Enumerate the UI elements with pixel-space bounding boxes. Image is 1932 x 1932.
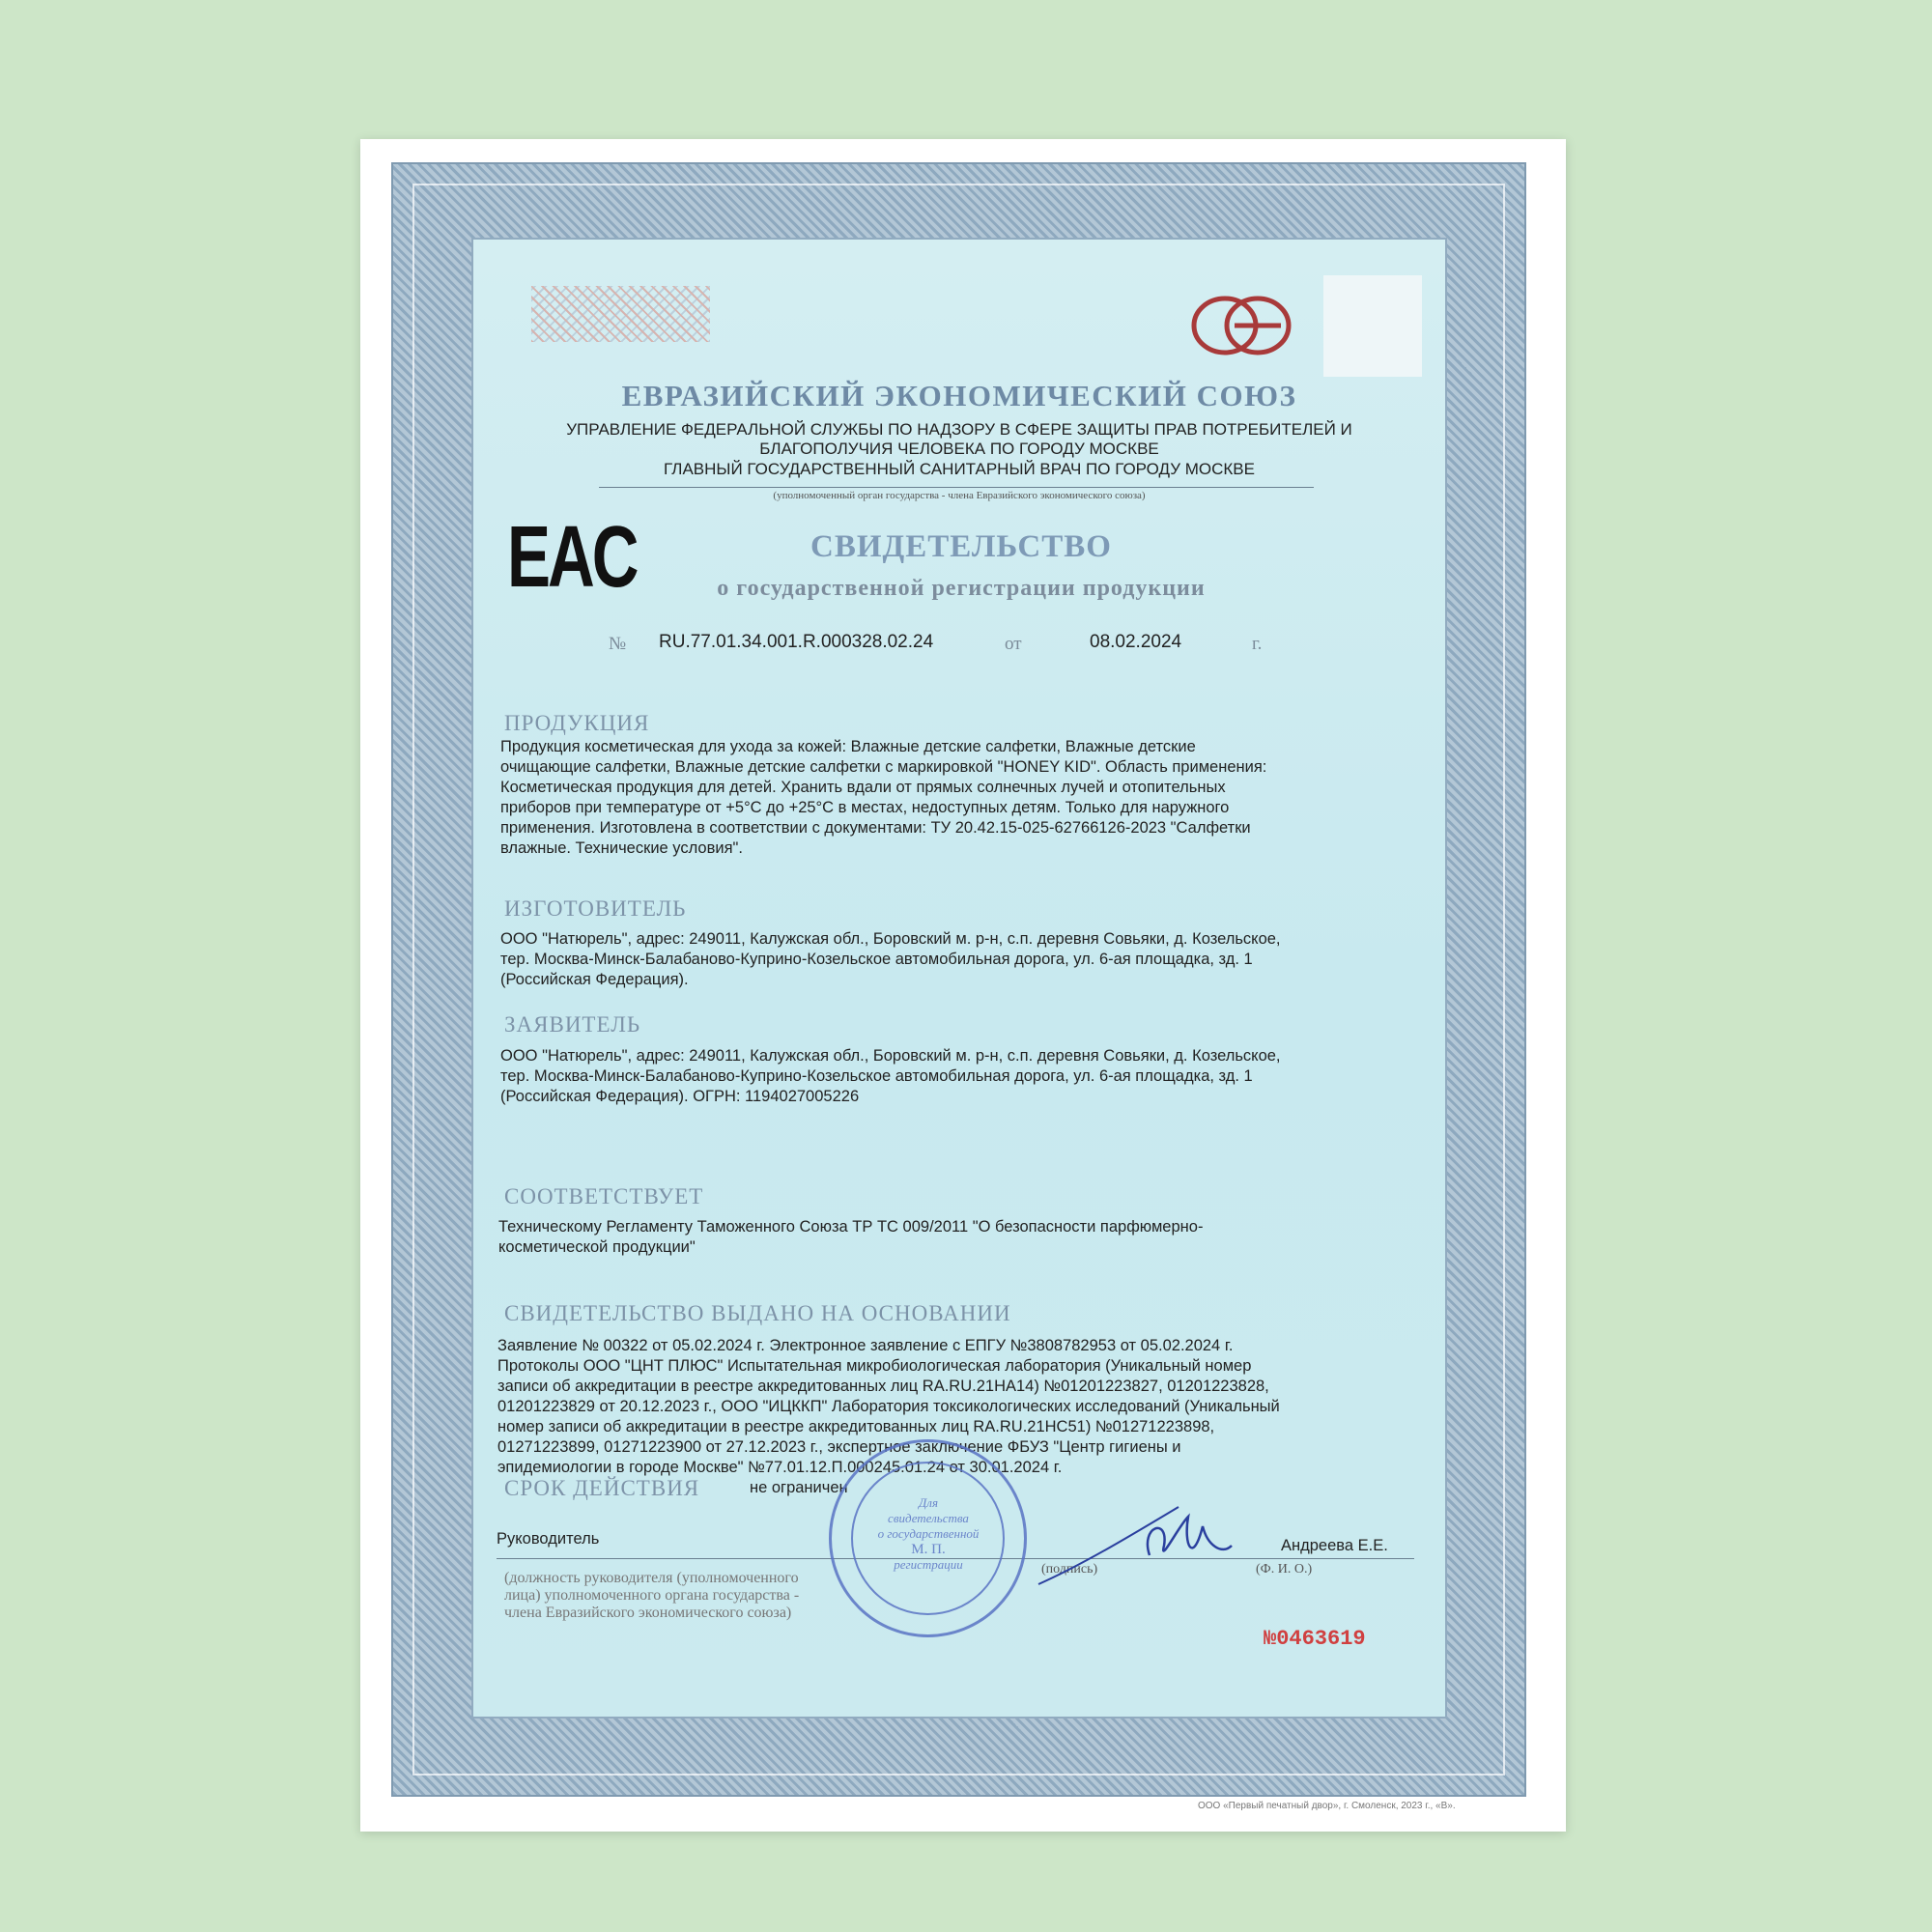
authority-caption: (уполномоченный орган государства - члена Евразийского экономического союза) bbox=[773, 490, 1146, 501]
basis-heading: СВИДЕТЕЛЬСТВО ВЫДАНО НА ОСНОВАНИИ bbox=[504, 1301, 1011, 1325]
applicant-line: ООО "Натюрель", адрес: 249011, Калужская обл., Боровский м. р-н, с.п. деревня Совьяки, д. Козельское, bbox=[500, 1047, 1281, 1065]
stamp-line: свидетельства bbox=[888, 1511, 969, 1525]
position-caption bbox=[504, 1570, 799, 1622]
product-text bbox=[500, 737, 1408, 859]
basis-line: номер записи об аккредитации в реестре аккредитованных лиц RA.RU.21НС51) №01271223898, bbox=[497, 1418, 1215, 1435]
signature-caption: (подпись) bbox=[1041, 1562, 1098, 1577]
product-line: Косметическая продукция для детей. Хранить вдали от прямых солнечных лучей и отопительных bbox=[500, 779, 1226, 796]
handwritten-signature bbox=[1034, 1488, 1246, 1594]
basis-line: эпидемиологии в городе Москве" №77.01.12.П.000245.01.24 от 30.01.2024 г. bbox=[497, 1459, 1063, 1476]
signatory-name: Андреева Е.Е. bbox=[1281, 1537, 1388, 1554]
stamp-mp: М. П. bbox=[911, 1542, 946, 1557]
date-from-label: от bbox=[1005, 634, 1022, 654]
manufacturer-heading: ИЗГОТОВИТЕЛЬ bbox=[504, 896, 687, 921]
product-line: влажные. Технические условия". bbox=[500, 839, 743, 857]
applicant-line: (Российская Федерация). ОГРН: 1194027005226 bbox=[500, 1088, 860, 1105]
product-line: приборов при температуре от +5°С до +25°С в местах, недоступных детям. Только для наружного bbox=[500, 799, 1230, 816]
conforms-line: Техническому Регламенту Таможенного Союза ТР ТС 009/2011 "О безопасности парфюмерно- bbox=[498, 1218, 1204, 1236]
ce-logo-icon bbox=[1188, 295, 1294, 357]
position-caption-line: (должность руководителя (уполномоченного bbox=[504, 1570, 799, 1586]
logo-blank-box bbox=[1323, 275, 1422, 377]
conforms-text bbox=[498, 1217, 1406, 1258]
manufacturer-line: (Российская Федерация). bbox=[500, 971, 689, 988]
certificate-number: RU.77.01.34.001.R.000328.02.24 bbox=[659, 632, 934, 652]
eac-mark: EAC bbox=[507, 509, 637, 606]
position-caption-line: лица) уполномоченного органа государства - bbox=[504, 1587, 800, 1604]
applicant-heading: ЗАЯВИТЕЛЬ bbox=[504, 1012, 641, 1037]
validity-value: не ограничен bbox=[750, 1479, 848, 1496]
stamp-center-text bbox=[861, 1495, 996, 1573]
stamp-line: о государственной bbox=[877, 1526, 980, 1541]
applicant-text bbox=[500, 1046, 1408, 1107]
basis-line: записи об аккредитации в реестре аккредитованных лиц RA.RU.21НА14) №01201223827, 01201223828, bbox=[497, 1378, 1269, 1395]
authority-line-3: ГЛАВНЫЙ ГОСУДАРСТВЕННЫЙ САНИТАРНЫЙ ВРАЧ ПО ГОРОДУ МОСКВЕ bbox=[664, 460, 1255, 478]
union-title: ЕВРАЗИЙСКИЙ ЭКОНОМИЧЕСКИЙ СОЮЗ bbox=[621, 379, 1297, 412]
validity-heading: СРОК ДЕЙСТВИЯ bbox=[504, 1476, 700, 1500]
certificate-subtitle: о государственной регистрации продукции bbox=[717, 576, 1206, 601]
basis-line: Протоколы ООО "ЦНТ ПЛЮС" Испытательная микробиологическая лаборатория (Уникальный номер bbox=[497, 1357, 1252, 1375]
year-suffix: г. bbox=[1252, 634, 1263, 654]
manufacturer-text bbox=[500, 929, 1408, 990]
official-stamp bbox=[829, 1439, 1027, 1637]
serial-number: №0463619 bbox=[1264, 1627, 1366, 1651]
conforms-line: косметической продукции" bbox=[498, 1238, 696, 1256]
position-caption-line: члена Евразийского экономического союза) bbox=[504, 1605, 792, 1621]
applicant-line: тер. Москва-Минск-Балабаново-Куприно-Козельское автомобильная дорога, ул. 6-ая площадка, зд. 1 bbox=[500, 1067, 1253, 1085]
certificate-title: СВИДЕТЕЛЬСТВО bbox=[810, 529, 1112, 564]
stamp-line: регистрации bbox=[894, 1557, 963, 1572]
fio-caption: (Ф. И. О.) bbox=[1256, 1562, 1313, 1577]
stamp-line: Для bbox=[919, 1495, 938, 1510]
ornament-pattern bbox=[531, 286, 710, 342]
basis-line: Заявление № 00322 от 05.02.2024 г. Электронное заявление с ЕПГУ №3808782953 от 05.02.2024 г. bbox=[497, 1337, 1234, 1354]
product-line: применения. Изготовлена в соответствии с документами: ТУ 20.42.15-025-62766126-2023 "Салфетки bbox=[500, 819, 1251, 837]
printer-info: ООО «Первый печатный двор», г. Смоленск, 2023 г., «В». bbox=[1198, 1801, 1456, 1811]
authority-rule bbox=[599, 487, 1314, 488]
basis-line: 01201223829 от 20.12.2023 г., ООО "ИЦККП" Лаборатория токсикологических исследований (Уникальный bbox=[497, 1398, 1280, 1415]
authority-line-1: УПРАВЛЕНИЕ ФЕДЕРАЛЬНОЙ СЛУЖБЫ ПО НАДЗОРУ В СФЕРЕ ЗАЩИТЫ ПРАВ ПОТРЕБИТЕЛЕЙ И bbox=[566, 420, 1352, 439]
number-label: № bbox=[609, 634, 627, 654]
product-line: очищающие салфетки, Влажные детские салфетки с маркировкой "HONEY KID". Область применения: bbox=[500, 758, 1267, 776]
product-line: Продукция косметическая для ухода за кожей: Влажные детские салфетки, Влажные детские bbox=[500, 738, 1196, 755]
certificate-date: 08.02.2024 bbox=[1090, 632, 1182, 652]
authority-line-2: БЛАГОПОЛУЧИЯ ЧЕЛОВЕКА ПО ГОРОДУ МОСКВЕ bbox=[759, 440, 1159, 458]
signatory-role: Руководитель bbox=[497, 1530, 600, 1548]
manufacturer-line: ООО "Натюрель", адрес: 249011, Калужская обл., Боровский м. р-н, с.п. деревня Совьяки, д. Козельское, bbox=[500, 930, 1281, 948]
conforms-heading: СООТВЕТСТВУЕТ bbox=[504, 1184, 704, 1208]
product-heading: ПРОДУКЦИЯ bbox=[504, 711, 650, 735]
manufacturer-line: тер. Москва-Минск-Балабаново-Куприно-Козельское автомобильная дорога, ул. 6-ая площадка, зд. 1 bbox=[500, 951, 1253, 968]
basis-line: 01271223899, 01271223900 от 27.12.2023 г., экспертное заключение ФБУЗ "Центр гигиены и bbox=[497, 1438, 1181, 1456]
